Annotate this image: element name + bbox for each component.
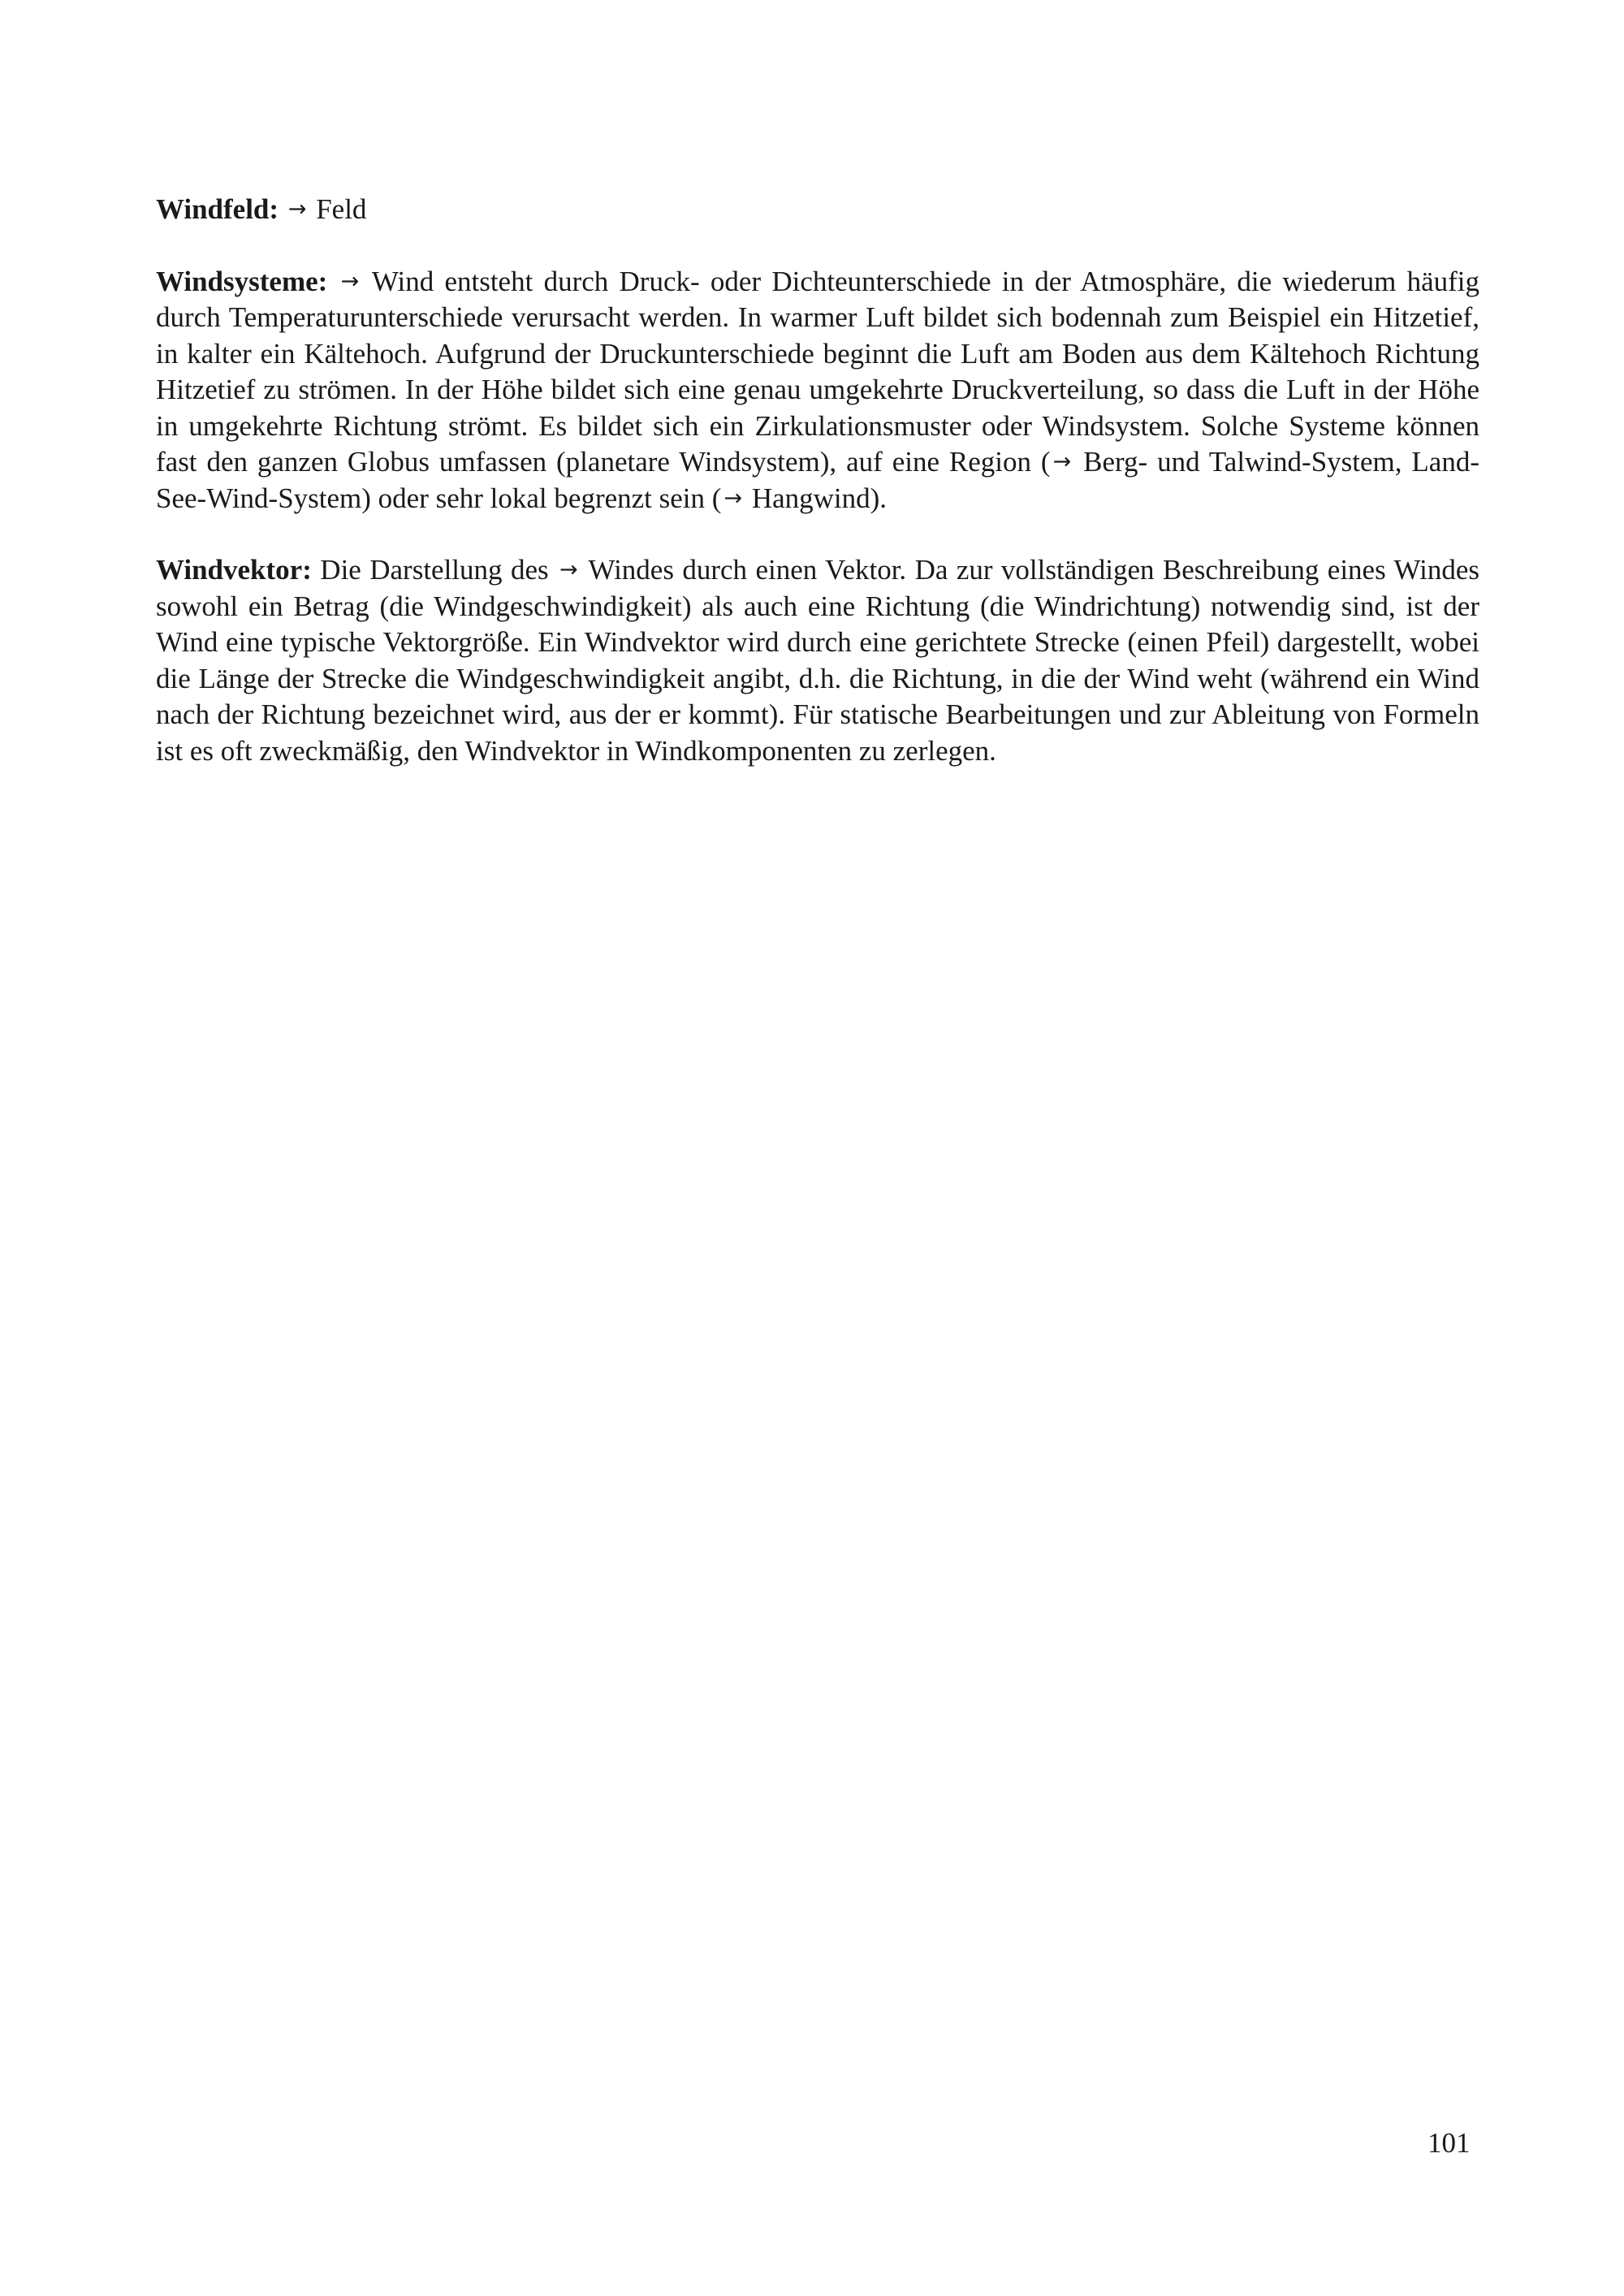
glossary-entry-windsysteme [156,264,1479,517]
entry-text: Hangwind). [745,482,888,514]
entry-text: Windes durch einen Vektor. Da zur vollständigen Beschreibung eines Windes sowohl ein Betrag (die Windgeschwindigkeit) als auch eine Richtung (die Windrichtung) notwendig sind, ist der Wind eine typische Vektorgröße. Ein Windvektor wird durch eine gerichtete Strecke (einen Pfeil) dargestellt, wobei die Länge der Strecke die Windgeschwindigkeit angibt, d.h. die Richtung, in die der Wind weht (während ein Wind nach der Richtung bezeichnet wird, aus der er kommt). Für statische Bearbeitungen und zur Ableitung von Formeln ist es oft zweckmäßig, den Windvektor in Windkomponenten zu zerlegen. [156,554,1479,767]
entry-term: Windfeld: [156,193,279,225]
entry-term: Windvektor: [156,554,312,586]
arrow-right-icon: → [1052,449,1072,474]
entry-text: Berg- und Talwind-System, Land-See-Wind-System) oder sehr lokal begrenzt sein ( [156,446,1480,514]
arrow-right-icon: → [287,197,307,222]
entry-term: Windsysteme: [156,265,328,297]
glossary-entry-windvektor [156,552,1479,769]
entry-text: Wind entsteht durch Druck- oder Dichteunterschiede in der Atmosphäre, die wiederum häufig durch Temperaturunterschiede verursacht werden. In warmer Luft bildet sich bodennah zum Beispiel ein Hitzetief, in kalter ein Kältehoch. Aufgrund der Druckunterschiede beginnt die Luft am Boden aus dem Kältehoch Richtung Hitzetief zu strömen. In der Höhe bildet sich eine genau umgekehrte Druckverteilung, so dass die Luft in der Höhe in umgekehrte Richtung strömt. Es bildet sich ein Zirkulationsmuster oder Windsystem. Solche Systeme können fast den ganzen Globus umfassen (planetare Windsystem), auf eine Region ( [156,265,1480,478]
entry-text: Die Darstellung des [311,554,558,586]
page-content [156,192,1479,805]
glossary-entry-windfeld [156,192,1479,228]
arrow-right-icon: → [559,557,578,582]
entry-text: Feld [309,193,367,225]
arrow-right-icon: → [340,268,360,294]
page-number: 101 [1427,2127,1471,2159]
arrow-right-icon: → [723,485,743,511]
